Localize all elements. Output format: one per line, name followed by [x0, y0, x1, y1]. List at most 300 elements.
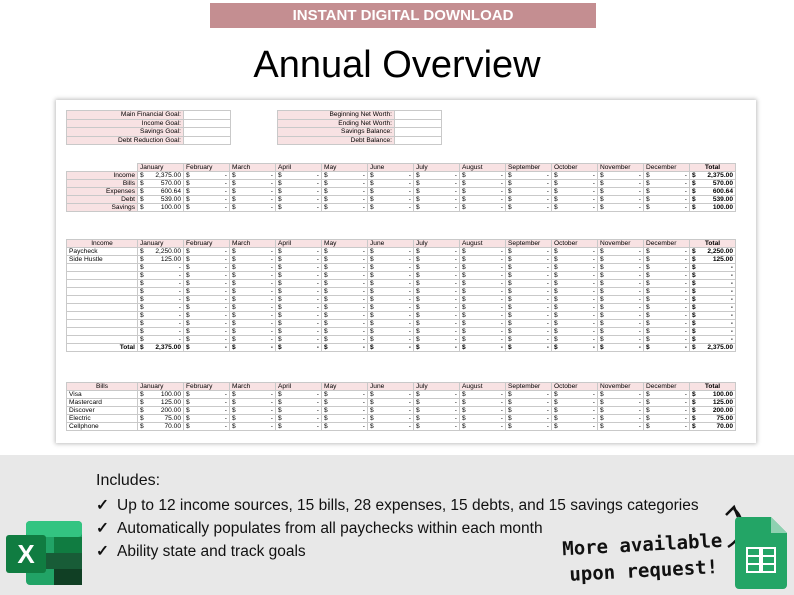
- month-value: [414, 180, 460, 188]
- money-value: [600, 312, 641, 319]
- currency-sign: $: [508, 415, 512, 422]
- currency-sign: $: [692, 180, 696, 187]
- amount: -: [592, 204, 595, 211]
- month-value: [414, 264, 460, 272]
- amount: -: [316, 204, 319, 211]
- month-value: [414, 172, 460, 180]
- amount: -: [454, 296, 457, 303]
- amount: -: [316, 320, 319, 327]
- money-value: [232, 188, 273, 195]
- amount: -: [546, 248, 549, 255]
- money-value: [278, 180, 319, 187]
- goal-value: [184, 128, 231, 137]
- amount: -: [178, 312, 181, 319]
- month-header: December: [644, 240, 690, 248]
- summary-table: [66, 163, 736, 212]
- currency-sign: $: [554, 296, 558, 303]
- currency-sign: $: [646, 399, 650, 406]
- row-total: [690, 391, 736, 399]
- month-value: [368, 391, 414, 399]
- table-row: [67, 288, 736, 296]
- table-row: [67, 272, 736, 280]
- row-label: [67, 304, 138, 312]
- amount: -: [546, 288, 549, 295]
- january-value: [138, 180, 184, 188]
- money-value: [646, 407, 687, 414]
- header-row: [67, 164, 736, 172]
- currency-sign: $: [692, 304, 696, 311]
- row-label: Debt: [67, 196, 138, 204]
- currency-sign: $: [140, 264, 144, 271]
- month-value: [644, 172, 690, 180]
- month-value: [184, 288, 230, 296]
- amount: -: [500, 344, 503, 351]
- month-value: [368, 320, 414, 328]
- currency-sign: $: [140, 196, 144, 203]
- money-value: [416, 280, 457, 287]
- currency-sign: $: [416, 423, 420, 430]
- amount: -: [592, 344, 595, 351]
- month-value: [230, 296, 276, 304]
- currency-sign: $: [232, 256, 236, 263]
- amount: -: [316, 172, 319, 179]
- excel-icon: [4, 517, 86, 589]
- money-value: [324, 312, 365, 319]
- money-value: [462, 344, 503, 351]
- money-value: [324, 248, 365, 255]
- money-value: [370, 272, 411, 279]
- currency-sign: $: [508, 423, 512, 430]
- month-value: [414, 328, 460, 336]
- currency-sign: $: [324, 264, 328, 271]
- money-value: [232, 423, 273, 430]
- money-value: [692, 180, 733, 187]
- amount: -: [316, 256, 319, 263]
- money-value: [692, 328, 733, 335]
- amount: 539.00: [712, 196, 733, 203]
- amount: -: [454, 415, 457, 422]
- month-value: [414, 204, 460, 212]
- total-header: Total: [690, 383, 736, 391]
- amount: -: [178, 296, 181, 303]
- money-value: [462, 264, 503, 271]
- currency-sign: $: [416, 304, 420, 311]
- amount: -: [224, 415, 227, 422]
- money-value: [646, 304, 687, 311]
- amount: -: [638, 272, 641, 279]
- row-total: [690, 312, 736, 320]
- svg-text:X: X: [17, 539, 35, 569]
- amount: -: [592, 320, 595, 327]
- currency-sign: $: [416, 344, 420, 351]
- table-row: [67, 407, 736, 415]
- currency-sign: $: [600, 288, 604, 295]
- money-value: [646, 196, 687, 203]
- currency-sign: $: [462, 328, 466, 335]
- month-header: November: [598, 164, 644, 172]
- month-value: [184, 320, 230, 328]
- currency-sign: $: [600, 344, 604, 351]
- money-value: [370, 344, 411, 351]
- amount: -: [270, 248, 273, 255]
- amount: -: [684, 415, 687, 422]
- money-value: [186, 423, 227, 430]
- currency-sign: $: [646, 196, 650, 203]
- month-value: [230, 320, 276, 328]
- money-value: [324, 336, 365, 343]
- amount: -: [638, 280, 641, 287]
- amount: -: [224, 280, 227, 287]
- amount: -: [270, 399, 273, 406]
- month-value: [598, 172, 644, 180]
- currency-sign: $: [692, 204, 696, 211]
- row-label: Bills: [67, 180, 138, 188]
- currency-sign: $: [692, 344, 696, 351]
- amount: -: [592, 280, 595, 287]
- currency-sign: $: [462, 180, 466, 187]
- january-value: [138, 320, 184, 328]
- month-value: [506, 280, 552, 288]
- row-total: [690, 196, 736, 204]
- currency-sign: $: [324, 296, 328, 303]
- money-value: [278, 172, 319, 179]
- amount: -: [454, 304, 457, 311]
- money-value: [646, 336, 687, 343]
- money-value: [600, 407, 641, 414]
- money-value: [416, 336, 457, 343]
- amount: -: [224, 264, 227, 271]
- currency-sign: $: [232, 272, 236, 279]
- amount: -: [500, 304, 503, 311]
- bills-table: [66, 382, 736, 431]
- amount: -: [500, 172, 503, 179]
- goal-row: [67, 136, 231, 145]
- amount: -: [500, 407, 503, 414]
- currency-sign: $: [554, 336, 558, 343]
- goal-label: Income Goal:: [67, 119, 184, 128]
- amount: -: [592, 248, 595, 255]
- amount: 2,375.00: [155, 344, 181, 351]
- currency-sign: $: [416, 204, 420, 211]
- amount: -: [316, 344, 319, 351]
- more-available-note: More available upon request!: [561, 529, 723, 586]
- month-value: [230, 415, 276, 423]
- currency-sign: $: [416, 320, 420, 327]
- currency-sign: $: [600, 399, 604, 406]
- currency-sign: $: [600, 280, 604, 287]
- month-value: [598, 288, 644, 296]
- currency-sign: $: [462, 391, 466, 398]
- money-value: [186, 296, 227, 303]
- month-value: [414, 304, 460, 312]
- month-value: [184, 407, 230, 415]
- month-value: [414, 391, 460, 399]
- amount: -: [684, 296, 687, 303]
- month-value: [414, 280, 460, 288]
- money-value: [600, 264, 641, 271]
- amount: -: [546, 344, 549, 351]
- amount: -: [408, 248, 411, 255]
- month-value: [230, 399, 276, 407]
- amount: -: [408, 304, 411, 311]
- currency-sign: $: [600, 204, 604, 211]
- currency-sign: $: [508, 336, 512, 343]
- currency-sign: $: [554, 407, 558, 414]
- money-value: [324, 391, 365, 398]
- amount: 75.00: [716, 415, 733, 422]
- amount: -: [362, 248, 365, 255]
- month-value: [598, 423, 644, 431]
- amount: -: [638, 391, 641, 398]
- month-header: January: [138, 383, 184, 391]
- currency-sign: $: [692, 196, 696, 203]
- money-value: [232, 264, 273, 271]
- amount: -: [684, 256, 687, 263]
- amount: -: [224, 344, 227, 351]
- money-value: [646, 344, 687, 351]
- amount: -: [270, 272, 273, 279]
- header-row: [67, 240, 736, 248]
- month-value: [460, 248, 506, 256]
- currency-sign: $: [324, 188, 328, 195]
- row-total: [690, 288, 736, 296]
- money-value: [692, 391, 733, 398]
- amount: -: [270, 280, 273, 287]
- money-value: [600, 280, 641, 287]
- amount: -: [224, 423, 227, 430]
- currency-sign: $: [508, 180, 512, 187]
- currency-sign: $: [554, 248, 558, 255]
- amount: -: [408, 320, 411, 327]
- currency-sign: $: [416, 415, 420, 422]
- money-value: [416, 172, 457, 179]
- currency-sign: $: [278, 196, 282, 203]
- month-header: June: [368, 164, 414, 172]
- amount: -: [546, 415, 549, 422]
- currency-sign: $: [462, 264, 466, 271]
- currency-sign: $: [370, 320, 374, 327]
- month-value: [506, 248, 552, 256]
- money-value: [232, 312, 273, 319]
- currency-sign: $: [232, 336, 236, 343]
- amount: -: [730, 312, 733, 319]
- month-value: [506, 204, 552, 212]
- currency-sign: $: [278, 256, 282, 263]
- currency-sign: $: [554, 188, 558, 195]
- month-value: [184, 188, 230, 196]
- money-value: [232, 256, 273, 263]
- currency-sign: $: [186, 288, 190, 295]
- amount: -: [638, 188, 641, 195]
- money-value: [278, 336, 319, 343]
- amount: 2,375.00: [155, 172, 181, 179]
- money-value: [416, 296, 457, 303]
- row-label: [67, 328, 138, 336]
- currency-sign: $: [692, 280, 696, 287]
- money-value: [508, 248, 549, 255]
- currency-sign: $: [324, 288, 328, 295]
- month-value: [322, 256, 368, 264]
- currency-sign: $: [278, 344, 282, 351]
- currency-sign: $: [186, 399, 190, 406]
- month-value: [184, 296, 230, 304]
- amount: -: [546, 296, 549, 303]
- currency-sign: $: [462, 172, 466, 179]
- amount: -: [684, 204, 687, 211]
- money-value: [462, 288, 503, 295]
- amount: -: [684, 344, 687, 351]
- amount: -: [500, 180, 503, 187]
- amount: -: [546, 204, 549, 211]
- currency-sign: $: [554, 288, 558, 295]
- amount: -: [316, 280, 319, 287]
- amount: -: [408, 204, 411, 211]
- january-value: [138, 264, 184, 272]
- money-value: [416, 320, 457, 327]
- month-value: [414, 320, 460, 328]
- amount: -: [500, 288, 503, 295]
- amount: -: [546, 407, 549, 414]
- money-value: [462, 256, 503, 263]
- currency-sign: $: [186, 264, 190, 271]
- month-value: [276, 204, 322, 212]
- amount: 600.64: [160, 188, 181, 195]
- currency-sign: $: [646, 204, 650, 211]
- month-value: [322, 196, 368, 204]
- amount: -: [408, 188, 411, 195]
- money-value: [416, 272, 457, 279]
- currency-sign: $: [278, 272, 282, 279]
- currency-sign: $: [186, 248, 190, 255]
- money-value: [140, 256, 181, 263]
- goal-value: [395, 136, 442, 145]
- month-value: [230, 256, 276, 264]
- month-value: [598, 196, 644, 204]
- currency-sign: $: [692, 188, 696, 195]
- amount: -: [684, 391, 687, 398]
- money-value: [554, 399, 595, 406]
- month-value: [460, 391, 506, 399]
- currency-sign: $: [186, 172, 190, 179]
- month-value: [644, 204, 690, 212]
- month-value: [552, 188, 598, 196]
- month-value: [322, 328, 368, 336]
- table-row: [67, 172, 736, 180]
- amount: -: [316, 423, 319, 430]
- currency-sign: $: [140, 248, 144, 255]
- month-value: [506, 256, 552, 264]
- currency-sign: $: [370, 256, 374, 263]
- currency-sign: $: [232, 399, 236, 406]
- money-value: [186, 312, 227, 319]
- money-value: [324, 172, 365, 179]
- currency-sign: $: [140, 312, 144, 319]
- january-value: [138, 399, 184, 407]
- money-value: [140, 172, 181, 179]
- money-value: [416, 312, 457, 319]
- money-value: [554, 407, 595, 414]
- amount: -: [316, 296, 319, 303]
- money-value: [508, 336, 549, 343]
- month-value: [598, 188, 644, 196]
- goal-row: [67, 111, 231, 120]
- month-value: [322, 320, 368, 328]
- row-label: Discover: [67, 407, 138, 415]
- month-value: [506, 180, 552, 188]
- money-value: [508, 328, 549, 335]
- amount: -: [684, 264, 687, 271]
- money-value: [692, 272, 733, 279]
- header-row: [67, 383, 736, 391]
- amount: -: [546, 328, 549, 335]
- amount: -: [592, 415, 595, 422]
- currency-sign: $: [646, 407, 650, 414]
- amount: 2,375.00: [707, 344, 733, 351]
- income-header: Income: [67, 240, 138, 248]
- money-value: [692, 280, 733, 287]
- currency-sign: $: [140, 296, 144, 303]
- month-value: [368, 312, 414, 320]
- amount: -: [592, 312, 595, 319]
- row-label: Paycheck: [67, 248, 138, 256]
- currency-sign: $: [600, 256, 604, 263]
- month-value: [368, 328, 414, 336]
- money-value: [324, 272, 365, 279]
- month-header: September: [506, 164, 552, 172]
- month-value: [598, 280, 644, 288]
- month-value: [506, 423, 552, 431]
- amount: -: [454, 391, 457, 398]
- month-value: [322, 204, 368, 212]
- table-row: [67, 188, 736, 196]
- currency-sign: $: [508, 312, 512, 319]
- amount: -: [454, 272, 457, 279]
- month-value: [644, 328, 690, 336]
- feature-item: ✓ Automatically populates from all paychecks within each month: [96, 520, 543, 537]
- month-value: [276, 344, 322, 352]
- currency-sign: $: [324, 272, 328, 279]
- currency-sign: $: [140, 336, 144, 343]
- currency-sign: $: [508, 288, 512, 295]
- amount: -: [408, 423, 411, 430]
- currency-sign: $: [232, 415, 236, 422]
- january-value: [138, 336, 184, 344]
- money-value: [232, 399, 273, 406]
- money-value: [692, 188, 733, 195]
- amount: -: [500, 399, 503, 406]
- january-value: [138, 344, 184, 352]
- amount: -: [500, 328, 503, 335]
- goal-label: Main Financial Goal:: [67, 111, 184, 120]
- month-value: [322, 272, 368, 280]
- amount: -: [546, 399, 549, 406]
- january-value: [138, 172, 184, 180]
- table-row: [67, 391, 736, 399]
- money-value: [186, 415, 227, 422]
- amount: -: [362, 172, 365, 179]
- month-value: [414, 399, 460, 407]
- goal-label: Savings Goal:: [67, 128, 184, 137]
- currency-sign: $: [416, 296, 420, 303]
- amount: 100.00: [160, 204, 181, 211]
- month-value: [322, 415, 368, 423]
- month-value: [506, 399, 552, 407]
- money-value: [186, 399, 227, 406]
- money-value: [600, 320, 641, 327]
- amount: -: [362, 336, 365, 343]
- currency-sign: $: [278, 336, 282, 343]
- money-value: [508, 391, 549, 398]
